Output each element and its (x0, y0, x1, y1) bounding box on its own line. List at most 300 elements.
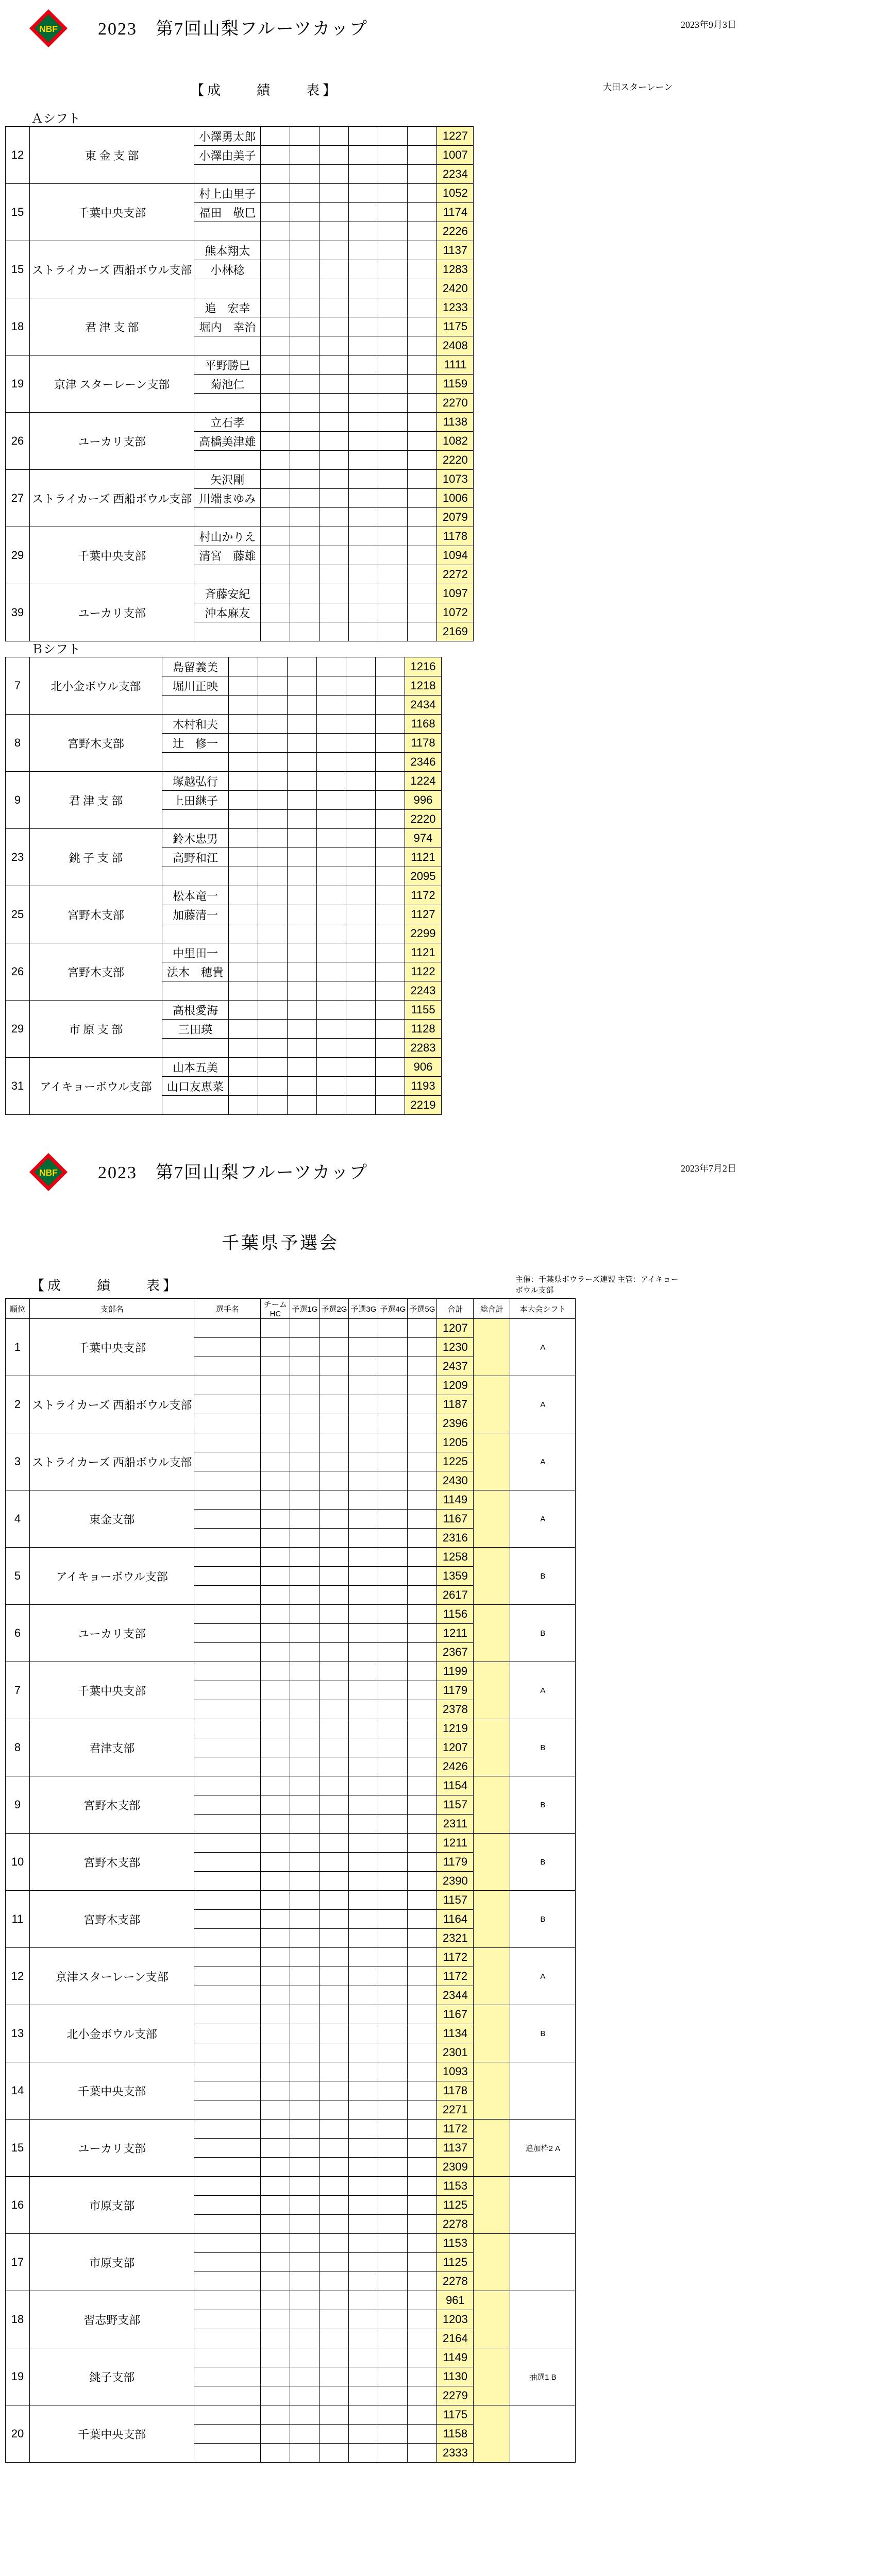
total-cell: 2299 (405, 924, 442, 943)
game-cell (320, 2253, 349, 2272)
total-cell: 2219 (405, 1096, 442, 1115)
game-cell (320, 2139, 349, 2158)
rank-cell: 27 (6, 470, 30, 527)
game-cell (349, 1376, 378, 1395)
player-cell (162, 1096, 229, 1115)
game-cell (349, 1967, 378, 1986)
game-cell (346, 962, 376, 981)
game-cell (408, 1815, 437, 1834)
game-cell (229, 1058, 258, 1077)
game-cell (261, 1815, 290, 1834)
game-cell (290, 1548, 320, 1567)
game-cell (408, 1624, 437, 1643)
player-cell (194, 1757, 261, 1776)
game-cell (320, 451, 349, 470)
second-sheet (0, 1144, 891, 2576)
game-cell (408, 546, 437, 565)
game-cell (290, 1986, 320, 2005)
game-cell (261, 1681, 290, 1700)
game-cell (408, 489, 437, 508)
game-cell (408, 165, 437, 184)
second-subtitle: 千葉県予選会 (222, 1234, 339, 1253)
game-cell (408, 1357, 437, 1376)
game-cell (408, 1872, 437, 1891)
game-cell (290, 1967, 320, 1986)
game-cell (376, 848, 405, 867)
total-cell: 1211 (437, 1834, 474, 1853)
game-cell (349, 1529, 378, 1548)
game-cell (378, 432, 408, 451)
game-cell (346, 981, 376, 1001)
second-organizer: 主催：千葉県ボウラーズ連盟 主管：アイキョーボウル支部 (515, 1276, 679, 1295)
nbf-logo-icon (28, 8, 69, 49)
game-cell (261, 355, 290, 375)
player-cell (194, 2367, 261, 2386)
player-cell: 塚越弘行 (162, 772, 229, 791)
total-cell: 2283 (405, 1039, 442, 1058)
team-cell: 宮野木支部 (30, 1776, 194, 1834)
player-cell: 小林稔 (194, 260, 261, 279)
shift-cell: A (510, 1376, 576, 1433)
rank-cell: 19 (6, 355, 30, 413)
grand-total-cell (474, 1319, 510, 1376)
player-cell: 中里田一 (162, 943, 229, 962)
column-header: 予選4G (378, 1299, 408, 1319)
player-cell: 立石孝 (194, 413, 261, 432)
game-cell (349, 1586, 378, 1605)
game-cell (349, 1776, 378, 1795)
game-cell (261, 2139, 290, 2158)
total-cell: 2430 (437, 1471, 474, 1490)
game-cell (320, 1376, 349, 1395)
game-cell (320, 165, 349, 184)
game-cell (408, 1452, 437, 1471)
game-cell (408, 1910, 437, 1929)
game-cell (261, 1776, 290, 1795)
game-cell (320, 279, 349, 298)
game-cell (378, 1414, 408, 1433)
game-cell (288, 791, 317, 810)
total-cell: 2243 (405, 981, 442, 1001)
game-cell (349, 1662, 378, 1681)
player-cell: 清宮 藤雄 (194, 546, 261, 565)
total-cell: 1230 (437, 1338, 474, 1357)
game-cell (261, 2177, 290, 2196)
game-cell (349, 2310, 378, 2329)
game-cell (261, 489, 290, 508)
first-header (0, 0, 891, 77)
player-cell: 小澤由美子 (194, 146, 261, 165)
game-cell (290, 1471, 320, 1490)
player-cell (194, 1338, 261, 1357)
column-header: 合計 (437, 1299, 474, 1319)
team-cell: 習志野支部 (30, 2291, 194, 2348)
game-cell (261, 165, 290, 184)
game-cell (408, 317, 437, 336)
table-row (6, 1001, 442, 1020)
player-cell (194, 2215, 261, 2234)
game-cell (261, 375, 290, 394)
total-cell: 1125 (437, 2253, 474, 2272)
rank-cell: 7 (6, 657, 30, 715)
player-cell (194, 1471, 261, 1490)
player-cell (194, 1319, 261, 1338)
total-cell: 1155 (405, 1001, 442, 1020)
player-cell (194, 1891, 261, 1910)
grand-total-cell (474, 2005, 510, 2062)
game-cell (229, 962, 258, 981)
table-row (6, 1319, 576, 1338)
game-cell (320, 1338, 349, 1357)
game-cell (349, 1681, 378, 1700)
game-cell (320, 584, 349, 603)
column-header: チームHC (261, 1299, 290, 1319)
game-cell (376, 905, 405, 924)
game-cell (408, 2367, 437, 2386)
table-row (6, 413, 474, 432)
game-cell (378, 355, 408, 375)
game-cell (261, 1719, 290, 1738)
game-cell (349, 1757, 378, 1776)
game-cell (290, 1700, 320, 1719)
total-cell: 2220 (405, 810, 442, 829)
player-cell: 木村和夫 (162, 715, 229, 734)
team-cell: 千葉中央支部 (30, 527, 194, 584)
game-cell (229, 886, 258, 905)
game-cell (378, 260, 408, 279)
game-cell (258, 753, 288, 772)
total-cell: 1178 (405, 734, 442, 753)
total-cell: 2390 (437, 1872, 474, 1891)
game-cell (261, 1700, 290, 1719)
game-cell (349, 1834, 378, 1853)
game-cell (288, 1058, 317, 1077)
game-cell (408, 1795, 437, 1815)
game-cell (258, 791, 288, 810)
game-cell (288, 1096, 317, 1115)
game-cell (290, 2425, 320, 2444)
game-cell (261, 2234, 290, 2253)
player-cell (194, 1872, 261, 1891)
game-cell (349, 1643, 378, 1662)
column-header: 予選1G (290, 1299, 320, 1319)
total-cell: 1225 (437, 1452, 474, 1471)
table-row (6, 2291, 576, 2310)
total-cell: 1125 (437, 2196, 474, 2215)
game-cell (258, 867, 288, 886)
player-cell (194, 622, 261, 641)
total-cell: 906 (405, 1058, 442, 1077)
game-cell (349, 2043, 378, 2062)
game-cell (320, 1624, 349, 1643)
game-cell (378, 203, 408, 222)
game-cell (320, 2005, 349, 2024)
game-cell (261, 470, 290, 489)
total-cell: 1178 (437, 2081, 474, 2100)
game-cell (408, 1738, 437, 1757)
game-cell (261, 413, 290, 432)
game-cell (320, 1738, 349, 1757)
player-cell (194, 1662, 261, 1681)
game-cell (320, 1948, 349, 1967)
game-cell (349, 2425, 378, 2444)
game-cell (261, 1586, 290, 1605)
game-cell (290, 2024, 320, 2043)
game-cell (290, 1510, 320, 1529)
grand-total-cell (474, 2405, 510, 2463)
game-cell (408, 1643, 437, 1662)
total-cell: 2396 (437, 1414, 474, 1433)
game-cell (288, 981, 317, 1001)
game-cell (349, 2062, 378, 2081)
shift-cell (510, 2291, 576, 2348)
game-cell (261, 1338, 290, 1357)
total-cell: 1205 (437, 1433, 474, 1452)
game-cell (317, 1077, 346, 1096)
svg-text:NBF: NBF (39, 23, 58, 34)
game-cell (349, 298, 378, 317)
table-row (6, 527, 474, 546)
svg-text:NBF: NBF (39, 1167, 58, 1178)
game-cell (349, 1815, 378, 1834)
game-cell (290, 546, 320, 565)
game-cell (290, 451, 320, 470)
shift-cell (510, 2177, 576, 2234)
game-cell (290, 1529, 320, 1548)
game-cell (349, 241, 378, 260)
game-cell (290, 260, 320, 279)
game-cell (288, 905, 317, 924)
game-cell (408, 1376, 437, 1395)
total-cell: 1167 (437, 1510, 474, 1529)
game-cell (376, 1039, 405, 1058)
team-cell: 京津 スターレーン支部 (30, 355, 194, 413)
total-cell: 1172 (437, 1948, 474, 1967)
game-cell (317, 829, 346, 848)
rank-cell: 15 (6, 241, 30, 298)
game-cell (408, 2158, 437, 2177)
column-header: 本大会シフト (510, 1299, 576, 1319)
game-cell (317, 676, 346, 696)
game-cell (261, 2081, 290, 2100)
first-results-heading: 【成 績 表】 (191, 83, 340, 98)
game-cell (290, 2005, 320, 2024)
game-cell (349, 1490, 378, 1510)
game-cell (320, 1395, 349, 1414)
game-cell (261, 241, 290, 260)
game-cell (317, 981, 346, 1001)
table-row (6, 127, 474, 146)
rank-cell: 23 (6, 829, 30, 886)
game-cell (376, 753, 405, 772)
game-cell (258, 715, 288, 734)
grand-total-cell (474, 1548, 510, 1605)
game-cell (346, 905, 376, 924)
game-cell (261, 2158, 290, 2177)
table-row (6, 1891, 576, 1910)
game-cell (261, 2444, 290, 2463)
game-cell (378, 1681, 408, 1700)
shift-cell (510, 2062, 576, 2120)
game-cell (261, 1471, 290, 1490)
game-cell (408, 1605, 437, 1624)
rank-cell: 7 (6, 1662, 30, 1719)
second-date: 2023年7月2日 (681, 1163, 736, 1174)
game-cell (261, 1872, 290, 1891)
rank-cell: 19 (6, 2348, 30, 2405)
game-cell (408, 1757, 437, 1776)
game-cell (261, 1986, 290, 2005)
game-cell (320, 1490, 349, 1510)
table-row (6, 241, 474, 260)
game-cell (290, 2272, 320, 2291)
team-cell: ユーカリ支部 (30, 1605, 194, 1662)
game-cell (378, 165, 408, 184)
game-cell (290, 2158, 320, 2177)
game-cell (408, 2425, 437, 2444)
game-cell (408, 2215, 437, 2234)
grand-total-cell (474, 1948, 510, 2005)
game-cell (290, 1681, 320, 1700)
player-cell (194, 1605, 261, 1624)
game-cell (290, 1834, 320, 1853)
table-row (6, 2405, 576, 2425)
total-cell: 1211 (437, 1624, 474, 1643)
total-cell: 1283 (437, 260, 474, 279)
rank-cell: 12 (6, 1948, 30, 2005)
game-cell (376, 715, 405, 734)
game-cell (320, 1567, 349, 1586)
table-row (6, 1376, 576, 1395)
game-cell (349, 584, 378, 603)
game-cell (290, 2310, 320, 2329)
column-header: 予選5G (408, 1299, 437, 1319)
game-cell (290, 298, 320, 317)
game-cell (346, 867, 376, 886)
game-cell (378, 2348, 408, 2367)
game-cell (290, 1815, 320, 1834)
game-cell (290, 1929, 320, 1948)
game-cell (229, 924, 258, 943)
total-cell: 1175 (437, 317, 474, 336)
shift-cell: B (510, 1834, 576, 1891)
game-cell (320, 2291, 349, 2310)
game-cell (320, 2425, 349, 2444)
game-cell (349, 279, 378, 298)
game-cell (378, 2329, 408, 2348)
game-cell (378, 565, 408, 584)
game-cell (378, 1567, 408, 1586)
game-cell (258, 1020, 288, 1039)
game-cell (229, 772, 258, 791)
game-cell (378, 1548, 408, 1567)
game-cell (346, 810, 376, 829)
game-cell (320, 1967, 349, 1986)
player-cell (194, 2348, 261, 2367)
total-cell: 2272 (437, 565, 474, 584)
game-cell (408, 1319, 437, 1338)
game-cell (290, 222, 320, 241)
game-cell (408, 1662, 437, 1681)
game-cell (261, 1319, 290, 1338)
game-cell (378, 489, 408, 508)
game-cell (408, 1929, 437, 1948)
game-cell (320, 2100, 349, 2120)
game-cell (408, 1338, 437, 1357)
game-cell (349, 2100, 378, 2120)
game-cell (258, 1039, 288, 1058)
player-cell (162, 753, 229, 772)
grand-total-cell (474, 1376, 510, 1433)
game-cell (290, 2081, 320, 2100)
game-cell (290, 1586, 320, 1605)
game-cell (290, 165, 320, 184)
total-cell: 2164 (437, 2329, 474, 2348)
game-cell (378, 1510, 408, 1529)
game-cell (290, 184, 320, 203)
team-cell: 北小金ボウル支部 (30, 2005, 194, 2062)
game-cell (261, 565, 290, 584)
game-cell (258, 1096, 288, 1115)
game-cell (288, 867, 317, 886)
game-cell (349, 489, 378, 508)
game-cell (346, 1020, 376, 1039)
game-cell (408, 2348, 437, 2367)
game-cell (261, 527, 290, 546)
game-cell (320, 1414, 349, 1433)
game-cell (320, 2386, 349, 2405)
game-cell (261, 2100, 290, 2120)
game-cell (320, 1586, 349, 1605)
player-cell (194, 2024, 261, 2043)
grand-total-cell (474, 1662, 510, 1719)
team-cell: 千葉中央支部 (30, 1319, 194, 1376)
game-cell (290, 2386, 320, 2405)
player-cell (194, 1834, 261, 1853)
game-cell (229, 696, 258, 715)
game-cell (346, 848, 376, 867)
game-cell (408, 2310, 437, 2329)
game-cell (408, 2024, 437, 2043)
game-cell (378, 298, 408, 317)
grand-total-cell (474, 2062, 510, 2120)
shift-cell: B (510, 1605, 576, 1662)
table-row (6, 2348, 576, 2367)
game-cell (408, 2081, 437, 2100)
game-cell (320, 2081, 349, 2100)
table-row (6, 715, 442, 734)
game-cell (290, 508, 320, 527)
game-cell (317, 1058, 346, 1077)
total-cell: 1137 (437, 241, 474, 260)
game-cell (288, 1039, 317, 1058)
game-cell (261, 298, 290, 317)
game-cell (317, 943, 346, 962)
game-cell (317, 791, 346, 810)
game-cell (290, 2348, 320, 2367)
player-cell (194, 2158, 261, 2177)
game-cell (320, 1834, 349, 1853)
game-cell (229, 734, 258, 753)
game-cell (261, 1567, 290, 1586)
team-cell: 千葉中央支部 (30, 2062, 194, 2120)
game-cell (349, 2024, 378, 2043)
game-cell (408, 1529, 437, 1548)
game-cell (378, 1738, 408, 1757)
total-cell: 1164 (437, 1910, 474, 1929)
player-cell (194, 2081, 261, 2100)
game-cell (408, 1719, 437, 1738)
